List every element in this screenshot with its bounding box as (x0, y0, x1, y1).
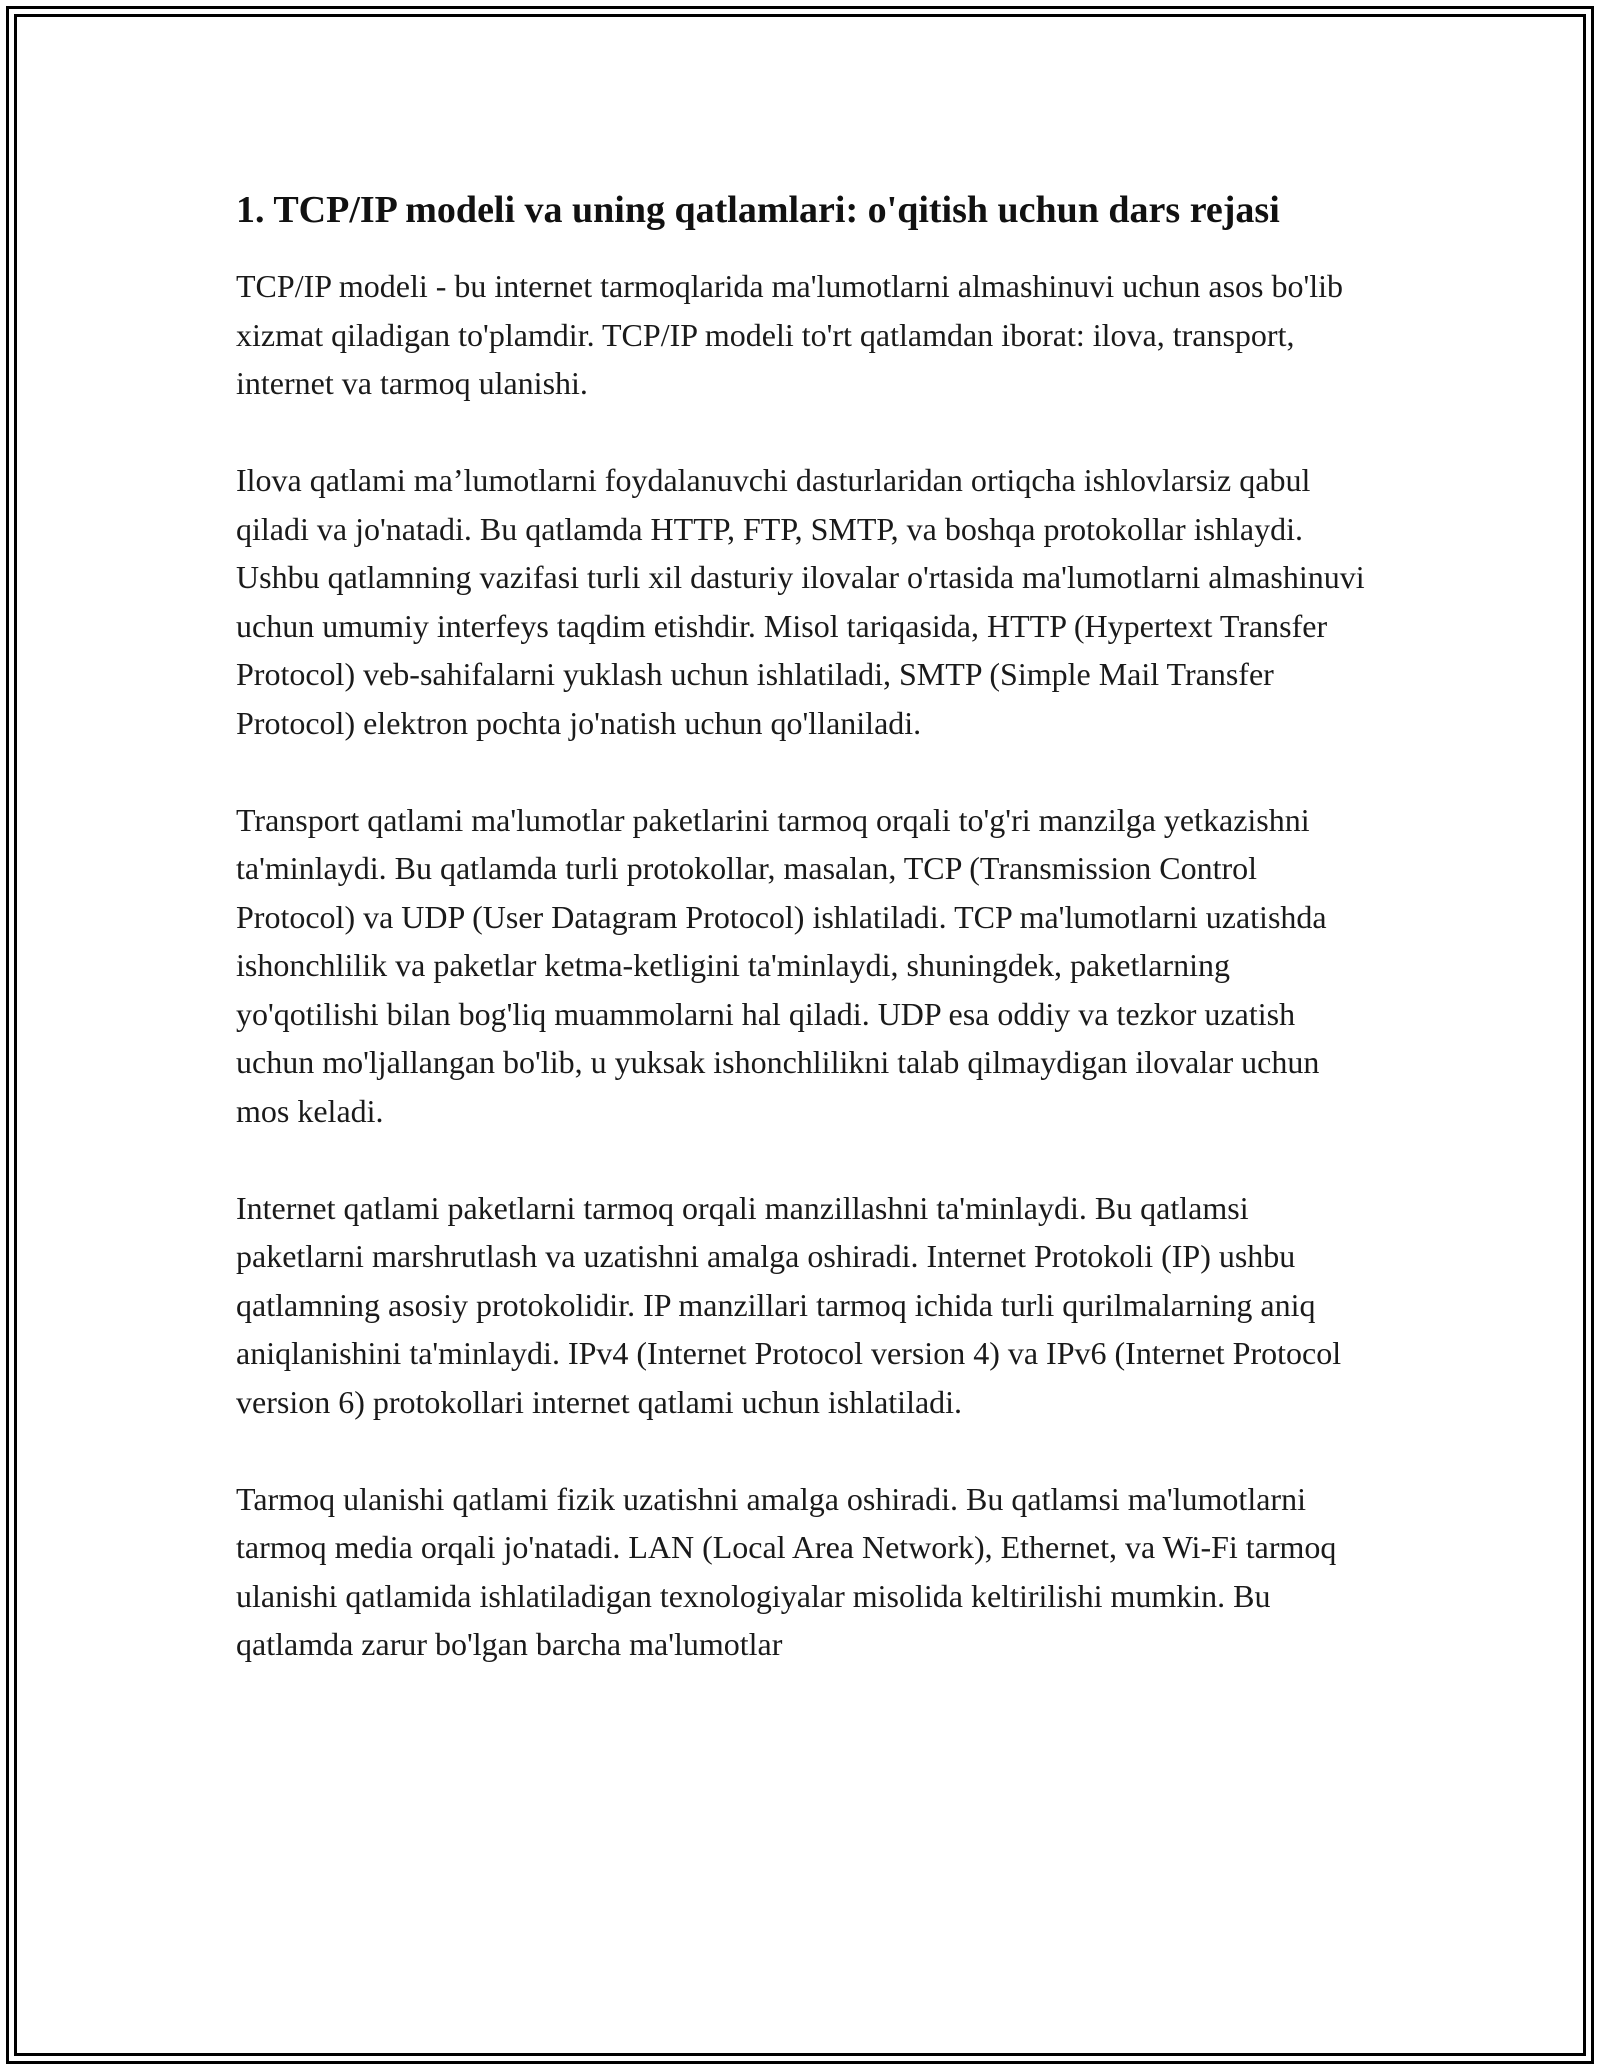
paragraph-intro: TCP/IP modeli - bu internet tarmoqlarida ma'lumotlarni almashinuvi uchun asos bo'lib xizmat qiladigan to'plamdir. TCP/IP modeli to'rt qatlamdan iborat: ilova, transport, internet va tarmoq ulanishi. (236, 268, 1344, 401)
paragraph-internet-layer: Internet qatlami paketlarni tarmoq orqali manzillashni ta'minlaydi. Bu qatlamsi paketlarni marshrutlash va uzatishni amalga oshiradi. Internet Protokoli (IP) ushbu qatlamning asosiy protokolidir. IP manzillari tarmoq ichida turli qurilmalarning aniq aniqlanishini ta'minlaydi. IPv4 (Internet Protocol version 4) va IPv6 (Internet Protocol version 6) protokollari internet qatlami uchun ishlatiladi. (236, 1189, 1342, 1420)
paragraph-application-layer: Ilova qatlami ma’lumotlarni foydalanuvchi dasturlaridan ortiqcha ishlovlarsiz qabul qiladi va jo'natadi. Bu qatlamda HTTP, FTP, SMTP, va boshqa protokollar ishlaydi. Ushbu qatlamning vazifasi turli xil dasturiy ilovalar o'rtasida ma'lumotlarni almashinuvi uchun umumiy interfeys taqdim etishdir. Misol tariqasida, HTTP (Hypertext Transfer Protocol) veb-sahifalarni yuklash uchun ishlatiladi, SMTP (Simple Mail Transfer Protocol) elektron pochta jo'natish uchun qo'llaniladi. (236, 462, 1365, 741)
document-title: 1. TCP/IP modeli va uning qatlamlari: o'qitish uchun dars rejasi (236, 189, 1280, 231)
document-body (236, 182, 1376, 1669)
paragraph-transport-layer: Transport qatlami ma'lumotlar paketlarini tarmoq orqali to'g'ri manzilga yetkazishni ta'minlaydi. Bu qatlamda turli protokollar, masalan, TCP (Transmission Control Protocol) va UDP (User Datagram Protocol) ishlatiladi. TCP ma'lumotlarni uzatishda ishonchlilik va paketlar ketma-ketligini ta'minlaydi, shuningdek, paketlarning yo'qotilishi bilan bog'liq muammolarni hal qiladi. UDP esa oddiy va tezkor uzatish uchun mo'ljallangan bo'lib, u yuksak ishonchlilikni talab qilmaydigan ilovalar uchun mos keladi. (236, 801, 1327, 1129)
paragraph-network-access-layer: Tarmoq ulanishi qatlami fizik uzatishni amalga oshiradi. Bu qatlamsi ma'lumotlarni tarmoq media orqali jo'natadi. LAN (Local Area Network), Ethernet, va Wi-Fi tarmoq ulanishi qatlamida ishlatiladigan texnologiyalar misolida keltirilishi mumkin. Bu qatlamda zarur bo'lgan barcha ma'lumotlar (236, 1480, 1337, 1662)
